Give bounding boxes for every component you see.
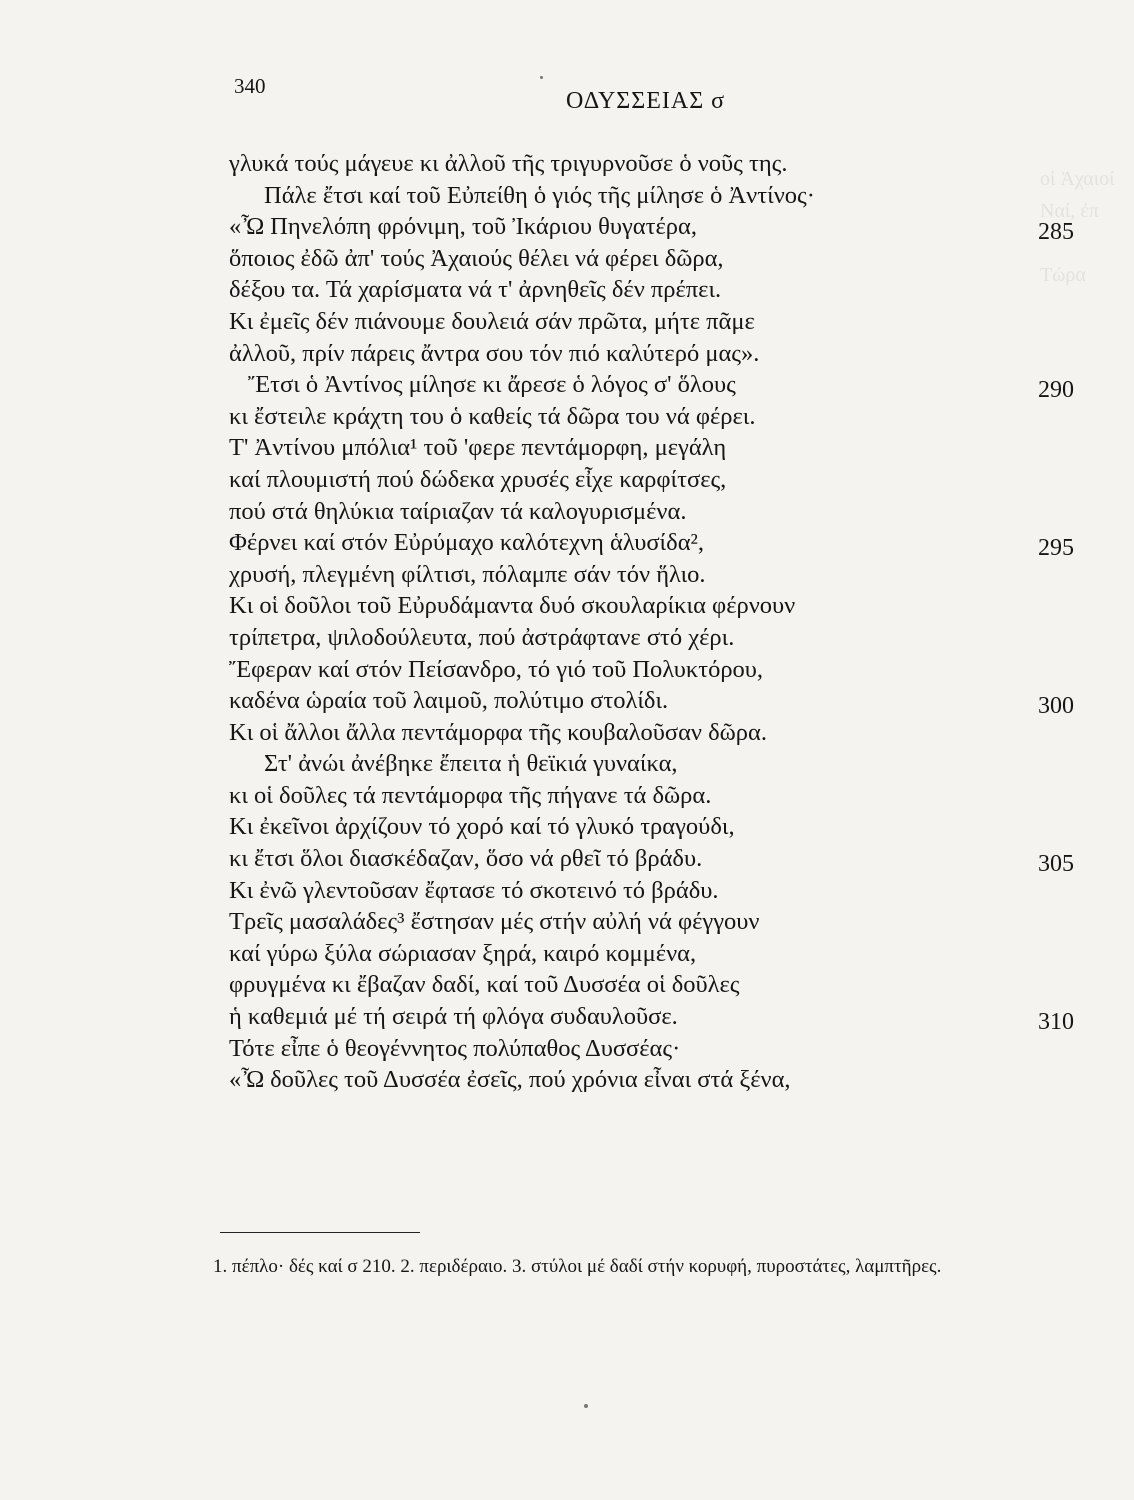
line-number: 305 <box>1038 851 1074 878</box>
verse-line <box>0 274 1134 306</box>
verse-text: κι οἱ δοῦλες τά πεντάμορφα τῆς πήγανε τά δῶρα. <box>229 781 712 809</box>
verse-text: Στ' ἀνώι ἀνέβηκε ἔπειτα ἡ θεϊκιά γυναίκα, <box>264 750 678 778</box>
verse-line <box>0 843 1134 878</box>
footnote-rule <box>220 1232 420 1233</box>
verse-line <box>0 559 1134 591</box>
verse-line <box>0 969 1134 1001</box>
verse-text: κι ἔτσι ὅλοι διασκέδαζαν, ὅσο νά ρθεῖ τό βράδυ. <box>229 845 703 873</box>
dust-speck <box>584 1404 588 1408</box>
verse-line <box>0 938 1134 970</box>
verse-text: ἀλλοῦ, πρίν πάρεις ἄντρα σου τόν πιό καλύτερό μας». <box>229 339 760 367</box>
show-through: Ναί, ἐπ <box>1040 200 1099 222</box>
verse-line <box>0 622 1134 654</box>
verse-text: ἡ καθεμιά μέ τή σειρά τή φλόγα συδαυλοῦσε. <box>229 1003 678 1031</box>
verse-text: φρυγμένα κι ἔβαζαν δαδί, καί τοῦ Δυσσέα οἱ δοῦλες <box>229 971 740 999</box>
verse-text: «Ὦ Πηνελόπη φρόνιμη, τοῦ Ἰκάριου θυγατέρα, <box>229 213 697 241</box>
verse-line <box>0 875 1134 907</box>
verse-line <box>0 1033 1134 1065</box>
verse-text: Κι ἐκεῖνοι ἀρχίζουν τό χορό καί τό γλυκό τραγούδι, <box>229 813 735 841</box>
verse-line <box>0 527 1134 562</box>
verse-text: καί πλουμιστή πού δώδεκα χρυσές εἶχε καρφίτσες, <box>229 465 727 493</box>
running-title: ΟΔΥΣΣΕΙΑΣ σ <box>566 88 726 114</box>
verse-text: Ἔτσι ὁ Ἀντίνος μίλησε κι ἄρεσε ὁ λόγος σ' ὅλους <box>248 371 736 399</box>
verse-line <box>0 148 1134 180</box>
verse-text: τρίπετρα, ψιλοδούλευτα, πού ἀστράφτανε στό χέρι. <box>229 623 735 651</box>
line-number: 290 <box>1038 377 1074 404</box>
verse-text: Φέρνει καί στόν Εὐρύμαχο καλότεχνη ἁλυσίδα², <box>229 529 704 557</box>
footnotes: 1. πέπλο· δές καί σ 210. 2. περιδέραιο. 3. στύλοι μέ δαδί στήν κορυφή, πυροστάτες, λαμπτῆρες. <box>213 1256 942 1277</box>
verse-line <box>0 306 1134 338</box>
verse-line <box>0 432 1134 464</box>
verse-text: Τότε εἶπε ὁ θεογέννητος πολύπαθος Δυσσέας· <box>229 1034 681 1062</box>
dust-speck <box>540 76 543 79</box>
verse-line <box>0 780 1134 812</box>
verse-text: γλυκά τούς μάγευε κι ἀλλοῦ τῆς τριγυρνοῦσε ὁ νοῦς της. <box>229 150 788 177</box>
page-number: 340 <box>234 74 266 98</box>
verse-line <box>0 496 1134 528</box>
verse-line <box>0 654 1134 686</box>
verse-text: Κι ἐμεῖς δέν πιάνουμε δουλειά σάν πρῶτα, μήτε πᾶμε <box>229 307 755 335</box>
line-number: 285 <box>1038 219 1074 246</box>
verse-line <box>0 243 1134 275</box>
show-through: οἱ Ἀχαιοί <box>1040 168 1115 190</box>
verse-text: Πάλε ἔτσι καί τοῦ Εὐπείθη ὁ γιός τῆς μίλησε ὁ Ἀντίνος· <box>264 181 815 209</box>
verse-line <box>0 1064 1134 1096</box>
verse-line <box>0 464 1134 496</box>
verse-line <box>0 717 1134 749</box>
verse-line <box>0 590 1134 622</box>
verse-line <box>0 1001 1134 1036</box>
verse-text: πού στά θηλύκια ταίριαζαν τά καλογυρισμένα. <box>229 497 687 525</box>
verse-text: κι ἔστειλε κράχτη του ὁ καθείς τά δῶρα του νά φέρει. <box>229 402 756 430</box>
verse-line <box>0 401 1134 433</box>
verse-text: Τ' Ἀντίνου μπόλια¹ τοῦ 'φερε πεντάμορφη, μεγάλη <box>229 434 727 462</box>
verse-text: καί γύρω ξύλα σώριασαν ξηρά, καιρό κομμένα, <box>229 939 697 967</box>
verse-text: Κι ἐνῶ γλεντοῦσαν ἔφτασε τό σκοτεινό τό βράδυ. <box>229 876 719 904</box>
verse-text: χρυσή, πλεγμένη φίλτισι, πόλαμπε σάν τόν ἥλιο. <box>229 560 706 588</box>
verse-line <box>0 811 1134 843</box>
verse-line <box>0 211 1134 246</box>
verse-line <box>0 906 1134 938</box>
verse-text: ὅποιος ἐδῶ ἀπ' τούς Ἀχαιούς θέλει νά φέρει δῶρα, <box>229 244 724 272</box>
verse-text: Κι οἱ δοῦλοι τοῦ Εὐρυδάμαντα δυό σκουλαρίκια φέρνουν <box>229 592 796 620</box>
verse-block <box>0 148 1134 1096</box>
verse-text: δέξου τα. Τά χαρίσματα νά τ' ἀρνηθεῖς δέν πρέπει. <box>229 276 722 304</box>
line-number: 300 <box>1038 693 1074 720</box>
line-number: 310 <box>1038 1009 1074 1036</box>
verse-line <box>0 180 1134 212</box>
show-through: Τώρα <box>1040 264 1086 286</box>
verse-line <box>0 748 1134 780</box>
line-number: 295 <box>1038 535 1074 562</box>
verse-text: Ἔφεραν καί στόν Πείσανδρο, τό γιό τοῦ Πολυκτόρου, <box>229 655 764 683</box>
verse-line <box>0 685 1134 720</box>
verse-line <box>0 338 1134 370</box>
verse-text: καδένα ὡραία τοῦ λαιμοῦ, πολύτιμο στολίδι. <box>229 687 669 715</box>
verse-text: «Ὦ δοῦλες τοῦ Δυσσέα ἐσεῖς, πού χρόνια εἶναι στά ξένα, <box>229 1066 791 1094</box>
verse-line <box>0 369 1134 404</box>
verse-text: Κι οἱ ἄλλοι ἄλλα πεντάμορφα τῆς κουβαλοῦσαν δῶρα. <box>229 718 767 746</box>
verse-text: Τρεῖς μασαλάδες³ ἔστησαν μές στήν αὐλή νά φέγγουν <box>229 908 760 936</box>
